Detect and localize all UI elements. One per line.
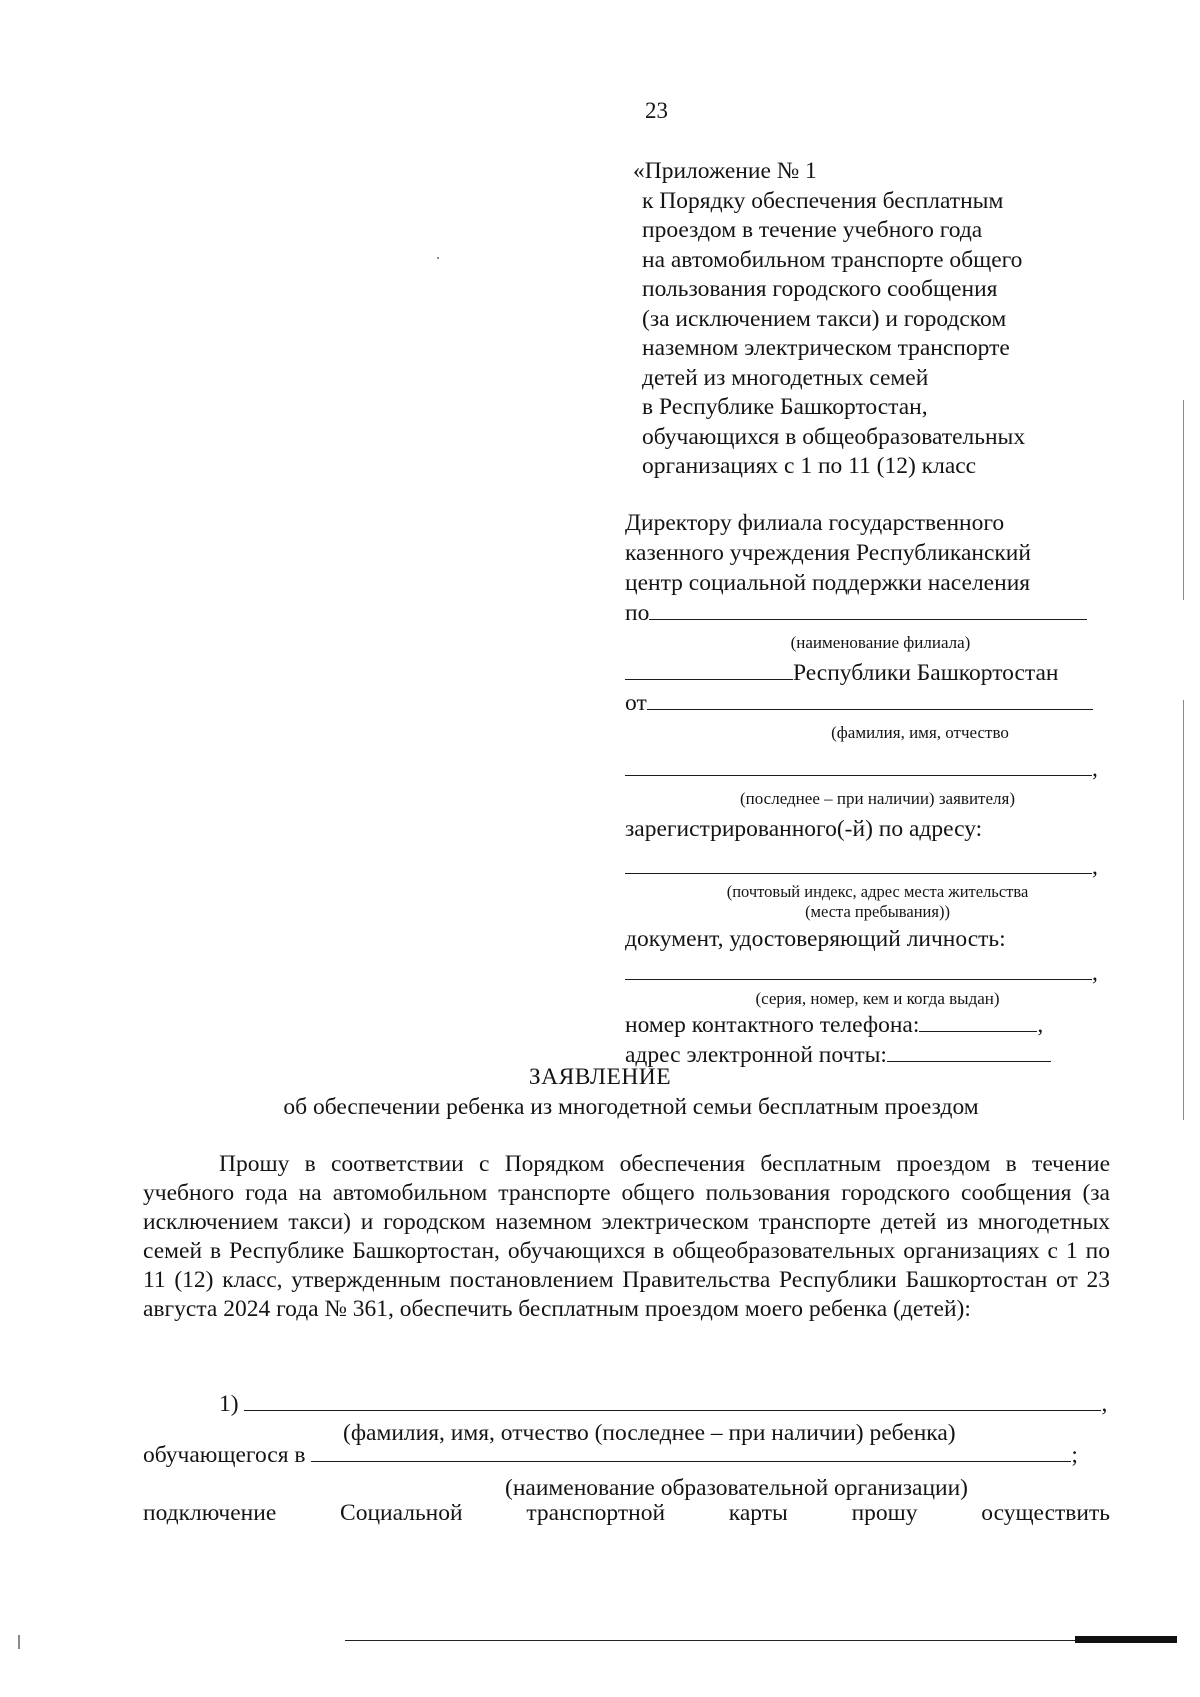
school-name-field[interactable] (311, 1441, 1071, 1462)
email-field[interactable] (887, 1041, 1051, 1062)
appendix-line: организациях с 1 по 11 (12) класс (642, 453, 977, 479)
address-caption: (почтовый индекс, адрес места жительства (726, 882, 1029, 901)
appendix-line: обучающихся в общеобразовательных (642, 423, 1026, 450)
page-number: 23 (645, 98, 668, 123)
appendix-line: проездом в течение учебного года (642, 217, 983, 243)
document-title: ЗАЯВЛЕНИЕ (528, 1064, 672, 1090)
appendix-line: в Республике Башкортостан, (642, 394, 928, 420)
last-line (143, 1500, 1110, 1527)
last-line-word: прошу (851, 1500, 918, 1526)
school-label: обучающегося в (143, 1442, 306, 1468)
semicolon: ; (1071, 1442, 1078, 1468)
appendix-line: детей из многодетных семей (642, 364, 929, 391)
scan-mark (1183, 400, 1184, 600)
child-number: 1) (219, 1391, 239, 1417)
document-subtitle: об обеспечении ребенка из многодетной семьи бесплатным проездом (283, 1094, 979, 1120)
comma: , (1092, 960, 1098, 986)
phone-label: номер контактного телефона: (625, 1012, 920, 1038)
id-doc-label: документ, удостоверяющий личность: (625, 926, 1006, 952)
scan-mark (18, 1635, 20, 1649)
appendix-line: «Приложение № 1 (633, 158, 817, 184)
footer-bar (1075, 1636, 1177, 1643)
address-field[interactable] (625, 853, 1092, 874)
addressee-line: центр социальной поддержки населения (625, 570, 1031, 596)
name-continued-row (625, 754, 1120, 784)
appendix-header (633, 157, 1025, 482)
republic-row (625, 658, 1120, 688)
from-label: от (625, 690, 647, 716)
comma: , (1092, 756, 1098, 782)
phone-row (625, 1010, 1120, 1040)
addressee-line: казенного учреждения Республиканский (625, 540, 1031, 566)
comma: , (1092, 854, 1098, 880)
appendix-line: (за исключением такси) и городском (642, 305, 1007, 332)
appendix-line: к Порядку обеспечения бесплатным (642, 187, 1004, 214)
appendix-line: на автомобильном транспорте общего (642, 246, 1023, 273)
body-paragraph: Прошу в соответствии с Порядком обеспечения бесплатным проездом в течение учебного года на автомобильном транспорте общего пользования городского сообщения (за исключением такси) и городском наземном электрическом транспорте детей из многодетных семей в Республике Башкортостан, обучающихся в общеобразовательных организациях с 1 по 11 (12) класс, утвержденным постановлением Правительства Республики Башкортостан от 23 августа 2024 года № 361, обеспечить бесплатным проездом моего ребенка (детей): (143, 1151, 1110, 1322)
comma: , (1037, 1012, 1044, 1038)
name-caption: (фамилия, имя, отчество (831, 723, 1009, 742)
footer-rule (345, 1640, 1177, 1641)
last-line-word: карты (728, 1500, 788, 1526)
branch-name-field[interactable] (649, 599, 1087, 620)
last-line-word: Социальной (340, 1500, 463, 1526)
id-doc-row (625, 958, 1120, 988)
phone-field[interactable] (919, 1011, 1037, 1032)
branch-row (625, 598, 1120, 628)
addressee-line: Директору филиала государственного (625, 510, 1005, 536)
last-line-word: осуществить (981, 1500, 1110, 1526)
child-name-caption: (фамилия, имя, отчество (последнее – при наличии) ребенка) (343, 1420, 956, 1446)
id-doc-caption: (серия, номер, кем и когда выдан) (755, 989, 1000, 1008)
school-caption: (наименование образовательной организации) (505, 1475, 969, 1501)
addressee-block (625, 508, 1120, 1070)
scan-mark (437, 257, 439, 259)
from-row (625, 688, 1120, 718)
last-line-word: подключение (143, 1500, 277, 1526)
school-row (143, 1441, 1078, 1469)
republic-label: Республики Башкортостан (793, 660, 1059, 686)
applicant-name-continued-field[interactable] (625, 755, 1092, 776)
po-label: по (625, 600, 650, 626)
branch-caption: (наименование филиала) (790, 633, 971, 652)
child-name-field[interactable] (244, 1390, 1101, 1411)
name-caption-2: (последнее – при наличии) заявителя) (740, 789, 1015, 808)
appendix-line: наземном электрическом транспорте (642, 335, 1010, 361)
scan-mark (1183, 700, 1184, 1120)
last-line-word: транспортной (526, 1500, 666, 1526)
applicant-name-field[interactable] (647, 689, 1093, 710)
registered-label: зарегистрированного(-й) по адресу: (625, 816, 983, 842)
email-label: адрес электронной почты: (625, 1042, 887, 1068)
child-row (219, 1390, 1107, 1418)
appendix-line: пользования городского сообщения (642, 276, 998, 302)
comma: , (1101, 1391, 1108, 1417)
id-doc-field[interactable] (625, 959, 1092, 980)
address-row (625, 852, 1120, 882)
address-caption-2: (места пребывания)) (805, 902, 950, 921)
branch-region-field[interactable] (625, 659, 793, 680)
